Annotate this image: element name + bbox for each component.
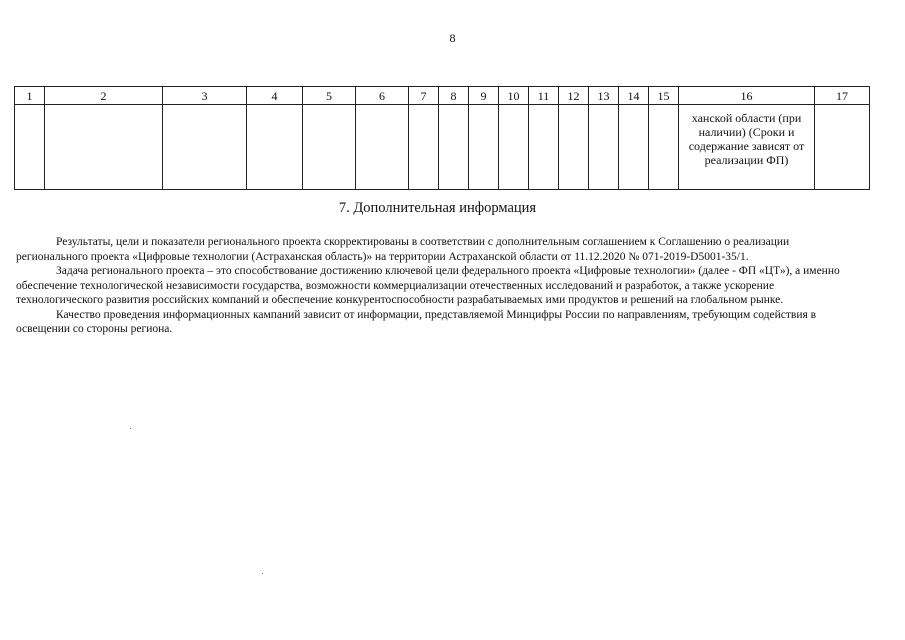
column-header: 3 [163, 87, 247, 105]
column-header: 11 [529, 87, 559, 105]
table-cell [529, 105, 559, 190]
column-header: 6 [356, 87, 409, 105]
column-header: 5 [303, 87, 356, 105]
table-cell-implementation-note: ханской области (при наличии) (Сроки и содержание зависят от реализации ФП) [679, 105, 815, 190]
table-cell [45, 105, 163, 190]
table-cell [439, 105, 469, 190]
paragraph: Качество проведения информационных кампаний зависит от информации, представляемой Минцифры России по направлениям, требующим содействия в освещении со стороны региона. [16, 308, 817, 335]
page-number: 8 [449, 31, 456, 45]
table-cell [589, 105, 619, 190]
table-cell [303, 105, 356, 190]
column-header: 2 [45, 87, 163, 105]
table-cell [356, 105, 409, 190]
table-cell [409, 105, 439, 190]
section-title: 7. Дополнительная информация [338, 200, 537, 216]
column-header: 13 [589, 87, 619, 105]
column-header: 10 [499, 87, 529, 105]
additional-info-text [16, 235, 846, 337]
paragraph: Задача регионального проекта – это способствование достижению ключевой цели федерального проекта «Цифровые технологии» (далее - ФП «ЦТ»), а именно обеспечение технологической независимости государства, возможности коммерциализации отечественных исследований и разработок, а также ускорение технологического развития российских компаний и обеспечение конкурентоспособности разрабатываемых ими продуктов и решений на глобальном рынке. [16, 265, 840, 306]
column-header: 1 [15, 87, 45, 105]
table-cell [619, 105, 649, 190]
table-cell [15, 105, 45, 190]
column-header: 4 [247, 87, 303, 105]
column-header: 9 [469, 87, 499, 105]
column-header: 7 [409, 87, 439, 105]
column-header: 17 [815, 87, 870, 105]
column-header: 14 [619, 87, 649, 105]
column-header: 12 [559, 87, 589, 105]
table-row [15, 105, 870, 190]
table-cell [649, 105, 679, 190]
paragraph: Результаты, цели и показатели регионального проекта скорректированы в соответствии с дополнительным соглашением к Соглашению о реализации регионального проекта «Цифровые технологии (Астраханская область)» на территории Астраханской области от 11.12.2020 № 071-2019-D5001-35/1. [16, 236, 790, 263]
data-table [14, 86, 870, 190]
table-cell [247, 105, 303, 190]
column-header: 16 [679, 87, 815, 105]
scan-speck [262, 573, 263, 574]
table-header-row [15, 87, 870, 105]
table-cell [163, 105, 247, 190]
table-cell [469, 105, 499, 190]
column-header: 15 [649, 87, 679, 105]
table-cell [499, 105, 529, 190]
table-cell [815, 105, 870, 190]
scan-speck [130, 428, 131, 429]
table-cell [559, 105, 589, 190]
column-header: 8 [439, 87, 469, 105]
